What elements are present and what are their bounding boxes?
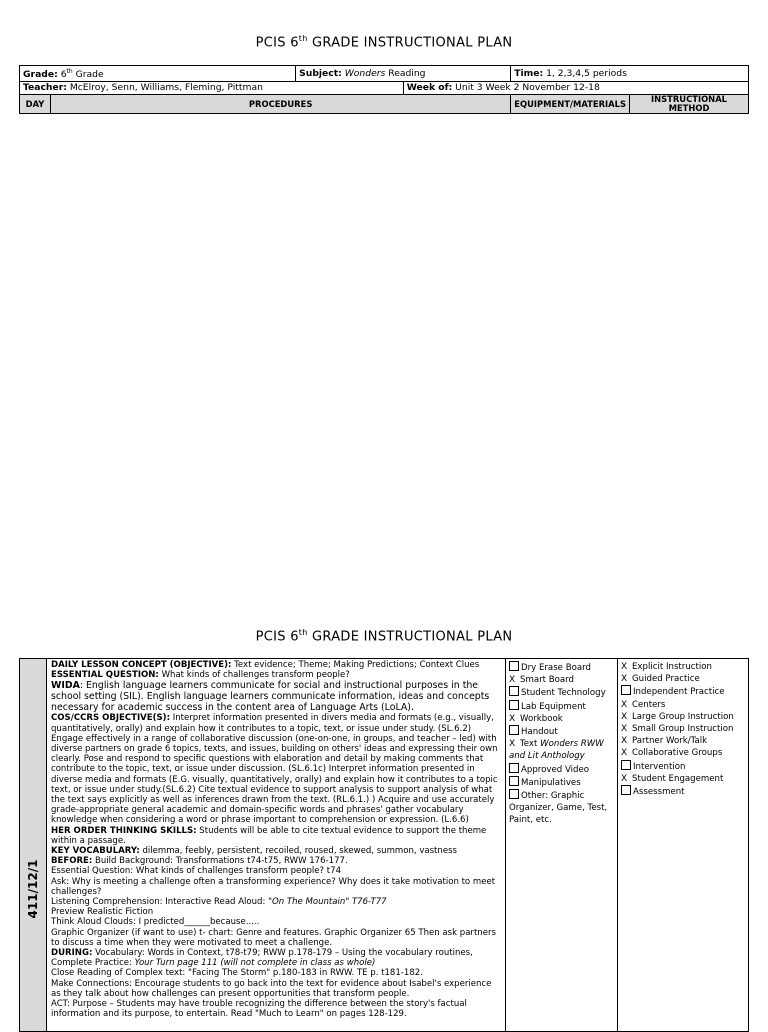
teacher-cell: Teacher: McElroy, Senn, Williams, Fleming, Pittman [20,82,404,95]
method-cell [618,659,749,1032]
method-label: Intervention [633,761,686,772]
method-label: Small Group Instruction [632,724,734,735]
checked-mark[interactable]: X [621,773,628,784]
col-equipment-header: EQUIPMENT/MATERIALS [511,95,630,114]
procedures-cell: DAILY LESSON CONCEPT (OBJECTIVE): Text evidence; Theme; Making Predictions; Context Clues ESSENTIAL QUESTION: What kinds of challenges transform people? WIDA: English language learners communicate for social and instructional purposes in the school setting (SIL). English language learners communicate information, ideas and concepts necessary for academic success in the content area of Language Arts (LoLA). COS/CCRS OBJECTIVE(S): Interpret information presented in divers media and formats (e.g., visually, quantitatively, orally) and explain how it contributes to a topic, text, or issue under study. (SL.6.2) Engage effectively in a range of collaborative discussion (one-on-one, in groups, and teacher – led) with diverse partners on grade 6 topics, texts, and issues, building on others' ideas and expressing their own clearly. Pose and respond to specific questions with elaboration and detail by making comments that contribute to the topic, text, or issue under discussion. (SL.6.1c) Interpret information presented in diverse media and formats (E.G. visually, quantitatively, orally) and explain how it contributes to a topic text, or issue under study.(SL.6.2) Cite textual evidence to support analysis to support analysis of what the text says explicitly as well as inferences drawn from the text. (RL.6.1.) ) Acquire and use accurately grade-appropriate general academic and domain-specific words and phrases' gather vocabulary knowledge when considering a word or phrase important to comprehension or expression. (L.6.6) HER ORDER THINKING SKILLS: Students will be able to cite textual evidence to support the theme within a passage. KEY VOCABULARY: dilemma, feebly, persistent, recoiled, roused, skewed, summon, vastness BEFORE: Build Background: Transformations t74-t75, RWW 176-177. Essential Question: What kinds of challenges transform people? t74 Ask: Why is meeting a challenge often a transforming experience? Why does it take motivation to meet challenges? Listening Comprehension: Interactive Read Aloud: "On The Mountain" T76-T77 Preview Realistic Fiction Think Aloud Clouds: I predicted______because..... Graphic Organizer (if want to use) t- chart: Genre and features. Graphic Organizer 65 Then ask partners to discuss a time when they were motivated to meet a challenge. DURING: Vocabulary: Words in Context, t78-t79; RWW p.178-179 – Using the vocabulary routines, Complete Practice: Your Turn page 111 (will not complete in class as whole) Close Reading of Complex text: "Facing The Storm" p.180-183 in RWW. TE p. t181-182. Make Connections: Encourage students to go back into the text for evidence about Isabel's experience as they talk about how challenges can present opportunities that transform people. ACT: Purpose – Students may have trouble recognizing the difference between the story's factual information and its purpose, to entertain. Read "Much to Learn" on pages 128-129. [47,659,506,1032]
equipment-item[interactable] [509,789,614,827]
method-item[interactable] [621,760,745,773]
method-label: Collaborative Groups [632,748,723,759]
checked-mark[interactable]: X [509,713,516,724]
page-title: PCIS 6th GRADE INSTRUCTIONAL PLAN [255,34,513,51]
equipment-label: Smart Board [520,675,574,686]
method-label: Student Engagement [632,773,724,784]
equipment-label: Text [520,739,541,750]
checked-mark[interactable]: X [621,674,628,685]
checkbox-icon[interactable] [509,776,519,786]
equipment-item[interactable] [509,700,614,713]
week-cell: Week of: Unit 3 Week 2 November 12-18 [403,82,748,95]
checkbox-icon[interactable] [621,785,631,795]
checked-mark[interactable]: X [621,724,628,735]
checkbox-icon[interactable] [509,763,519,773]
method-label: Guided Practice [632,674,700,685]
checkbox-icon[interactable] [509,686,519,696]
col-procedures-header: PROCEDURES [51,95,511,114]
checkbox-icon[interactable] [621,760,631,770]
checkbox-icon[interactable] [509,789,519,799]
equipment-item[interactable] [509,738,614,762]
equipment-item[interactable] [509,725,614,738]
equipment-label: Approved Video [521,764,590,775]
method-item[interactable] [621,747,745,759]
checked-mark[interactable]: X [621,711,628,722]
equipment-label: Manipulatives [521,777,581,788]
checkbox-icon[interactable] [509,700,519,710]
checkbox-icon[interactable] [509,725,519,735]
checkbox-icon[interactable] [509,661,519,671]
col-day-header: DAY [20,95,51,114]
method-item[interactable] [621,785,745,798]
method-label: Large Group Instruction [632,711,734,722]
lesson-table [19,658,749,1032]
equipment-item[interactable] [509,674,614,686]
method-item[interactable] [621,661,745,673]
checked-mark[interactable]: X [621,662,628,672]
equipment-item[interactable] [509,763,614,776]
equipment-cell [506,659,618,1032]
method-item[interactable] [621,711,745,723]
equipment-label: Dry Erase Board [521,663,591,673]
checked-mark[interactable]: X [509,739,516,750]
method-label: Explicit Instruction [632,662,712,672]
equipment-item[interactable] [509,713,614,725]
method-item[interactable] [621,685,745,698]
method-item[interactable] [621,773,745,785]
method-item[interactable] [621,673,745,685]
col-method-header: INSTRUCTIONAL METHOD [630,95,749,114]
subject-cell: Subject: Wonders Reading [296,66,511,82]
method-item[interactable] [621,735,745,747]
equipment-item[interactable] [509,776,614,789]
day-cell: 411/12/1 [20,659,47,1032]
header-table [19,65,749,114]
checked-mark[interactable]: X [509,675,516,686]
method-label: Centers [632,699,666,710]
time-cell: Time: 1, 2,3,4,5 periods [511,66,749,82]
equipment-label: Other: Graphic Organizer, Game, Test, Paint, etc. [509,791,608,826]
method-label: Partner Work/Talk [632,736,708,747]
checkbox-icon[interactable] [621,685,631,695]
equipment-label: Workbook [520,713,563,724]
equipment-label: Student Technology [521,688,606,699]
checked-mark[interactable]: X [621,699,628,710]
page-title-2: PCIS 6th GRADE INSTRUCTIONAL PLAN [255,628,513,645]
equipment-item[interactable] [509,661,614,674]
equipment-label: Handout [521,727,558,738]
equipment-label-italic: Wonders RWW and Lit Anthology [509,739,604,762]
equipment-label: Lab Equipment [521,701,586,712]
method-label: Independent Practice [633,687,725,698]
method-item[interactable] [621,723,745,735]
checked-mark[interactable]: X [621,748,628,759]
grade-cell: Grade: 6th Grade [20,66,296,82]
checked-mark[interactable]: X [621,736,628,747]
method-item[interactable] [621,699,745,711]
equipment-item[interactable] [509,686,614,699]
method-label: Assessment [633,787,685,798]
